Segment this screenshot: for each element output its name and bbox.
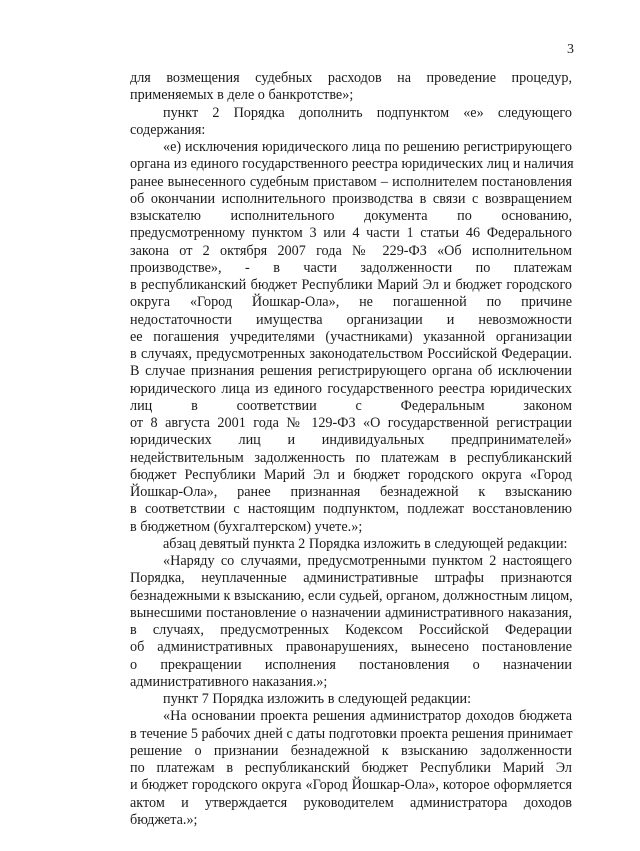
text-line: недостаточности имущества организации и невозможности: [130, 311, 572, 328]
text-line: в бюджетном (бухгалтерском) учете.»;: [130, 518, 363, 535]
text-line: округа «Город Йошкар-Ола», не погашенной по причине: [130, 294, 572, 311]
text-line: о прекращении исполнения постановления о назначении: [130, 656, 572, 673]
text-line: в случаях, предусмотренных законодательством Российской Федерации.: [130, 346, 572, 362]
text-line: закона от 2 октября 2007 года № 229-ФЗ «Об исполнительном: [130, 242, 572, 259]
text-line: взыскателю исполнительного документа по основанию,: [130, 208, 572, 224]
text-line: абзац девятый пункта 2 Порядка изложить в следующей редакции:: [163, 535, 568, 552]
text-line: ее погашения учредителями (участниками) указанной организации: [130, 328, 572, 345]
text-line: юридического лица из единого государственного реестра юридических: [130, 380, 572, 397]
text-line: «Наряду со случаями, предусмотренными пунктом 2 настоящего: [163, 553, 572, 569]
text-line: органа из единого государственного реестра юридических лиц и наличия: [130, 156, 574, 173]
text-line: пункт 7 Порядка изложить в следующей редакции:: [163, 691, 472, 707]
text-line: в течение 5 рабочих дней с даты подготовки проекта решения принимает: [130, 725, 573, 742]
text-line: в республиканский бюджет Республики Марий Эл и бюджет городского: [130, 277, 572, 293]
text-line: производстве», - в части задолженности по платежам: [130, 259, 572, 276]
text-line: и бюджет городского округа «Город Йошкар-Ола», которое оформляется: [130, 777, 572, 794]
text-line: Порядка, неуплаченные административные штрафы признаются: [130, 570, 572, 587]
text-line: В случае признания решения регистрирующего органа об исключении: [130, 363, 572, 380]
text-line: ранее вынесенного судебным приставом – исполнителем постановления: [130, 173, 572, 190]
text-line: вынесшими постановление о назначении административного наказания,: [130, 604, 572, 621]
text-line: юридических лиц и индивидуальных предпринимателей»: [130, 432, 572, 449]
text-line: от 8 августа 2001 года № 129-ФЗ «О государственной регистрации: [130, 415, 572, 431]
text-line: об административных правонарушениях, вынесено постановление: [130, 639, 572, 656]
text-line: безнадежными к взысканию, если судьей, органом, должностным лицом,: [130, 587, 573, 604]
text-line: по платежам в республиканский бюджет Республики Марий Эл: [130, 760, 572, 776]
text-line: применяемых в деле о банкротстве»;: [130, 87, 354, 104]
text-line: решение о признании безнадежной к взысканию задолженности: [130, 742, 572, 759]
text-line: предусмотренному пунктом 3 или 4 части 1 статьи 46 Федерального: [130, 225, 572, 242]
text-line: содержания:: [130, 121, 206, 138]
page-number: 3: [567, 42, 574, 57]
text-line: для возмещения судебных расходов на проведение процедур,: [130, 70, 572, 86]
text-line: Йошкар-Ола», ранее признанная безнадежной к взысканию: [130, 484, 572, 500]
text-line: бюджета.»;: [130, 811, 198, 828]
text-line: бюджет Республики Марий Эл и бюджет городского округа «Город: [130, 466, 572, 483]
text-line: административного наказания.»;: [130, 673, 328, 690]
text-line: «На основании проекта решения администратор доходов бюджета: [163, 708, 572, 725]
text-line: недействительным задолженность по платежам в республиканский: [130, 449, 572, 466]
text-line: «е) исключения юридического лица по решению регистрирующего: [163, 139, 572, 155]
text-line: актом и утверждается руководителем администратора доходов: [130, 794, 572, 811]
text-line: пункт 2 Порядка дополнить подпунктом «е» следующего: [163, 104, 572, 121]
text-line: об окончании исполнительного производства в связи с возвращением: [130, 190, 572, 207]
document-body: [130, 70, 572, 829]
text-line: лиц в соответствии с Федеральным законом: [130, 397, 572, 414]
text-line: в случаях, предусмотренных Кодексом Российской Федерации: [130, 622, 572, 638]
text-line: в соответствии с настоящим подпунктом, подлежат восстановлению: [130, 501, 572, 518]
